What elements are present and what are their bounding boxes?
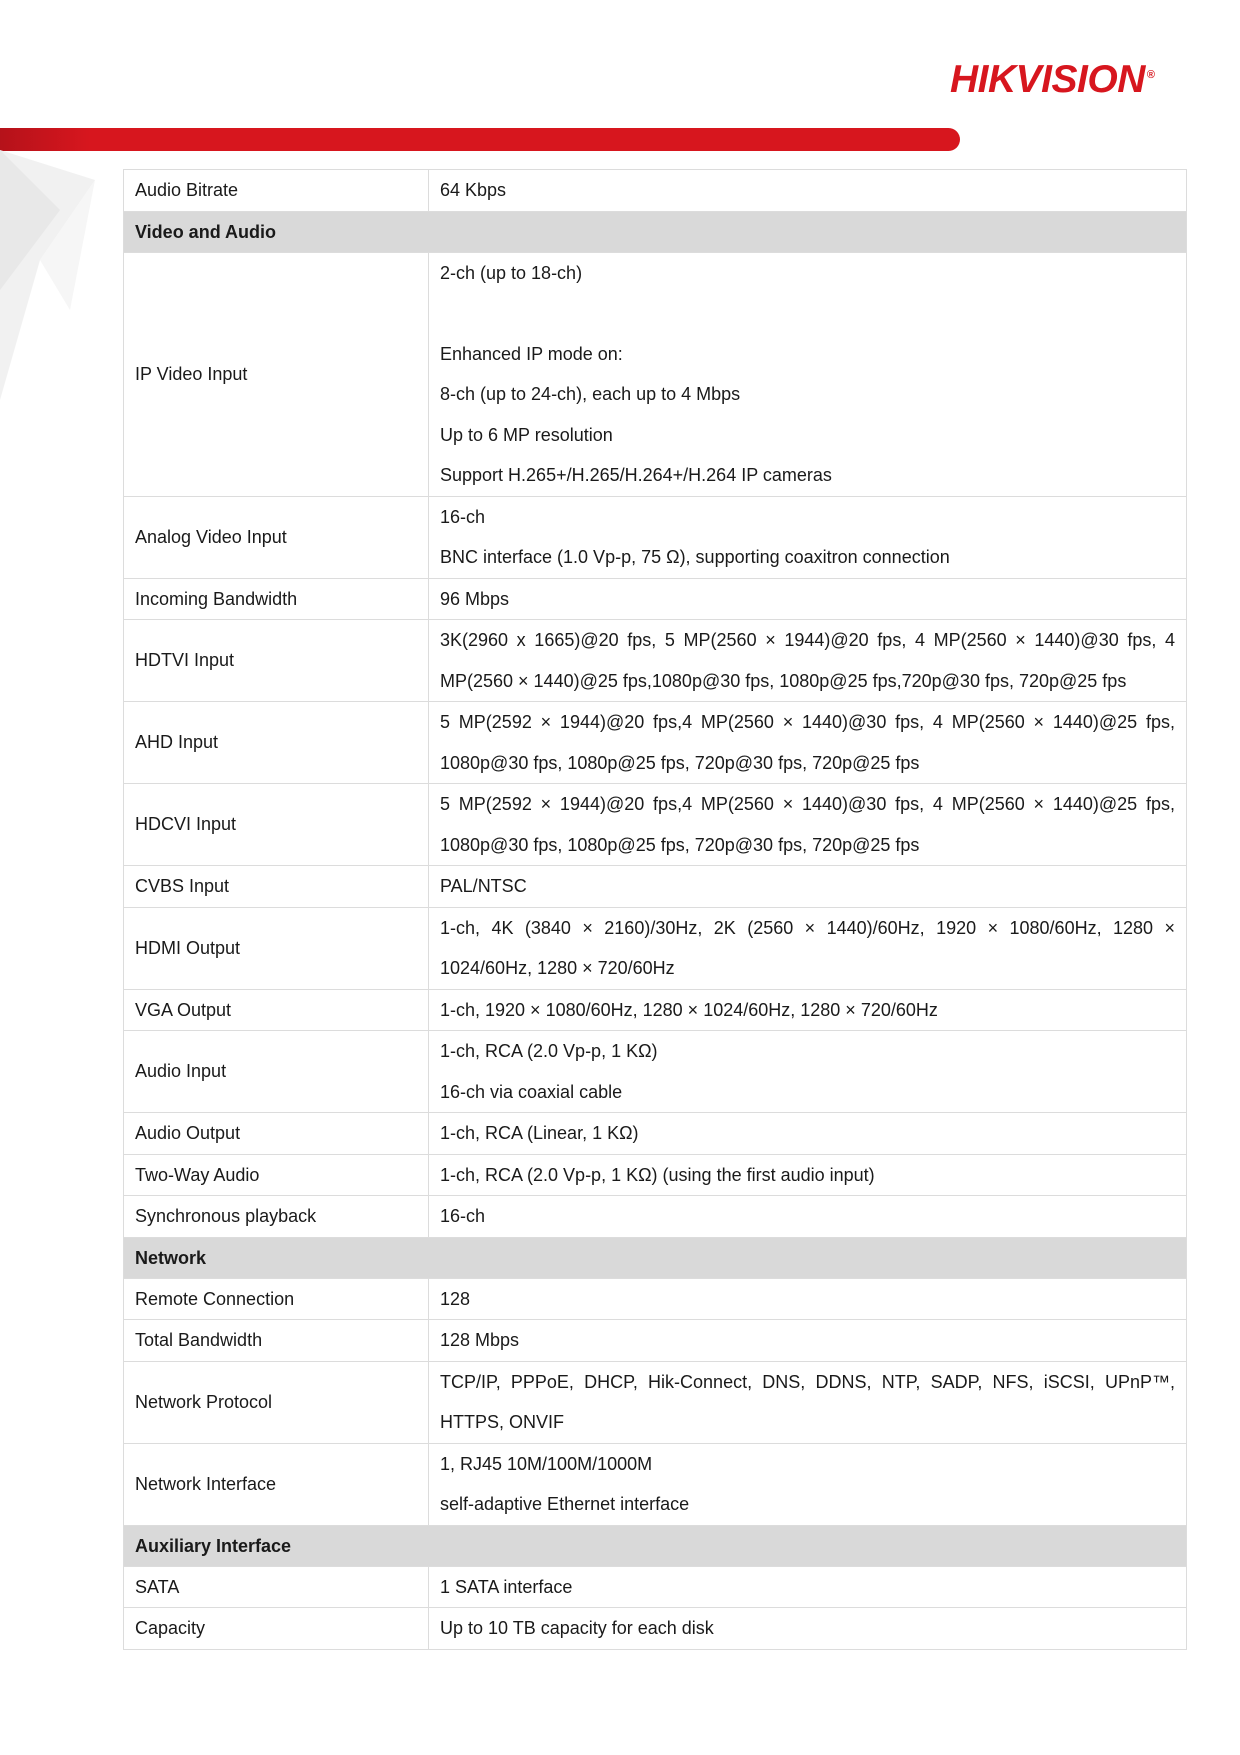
table-row (124, 170, 1187, 212)
table-row (124, 496, 1187, 578)
table-row (124, 702, 1187, 784)
row-label: SATA (124, 1566, 429, 1608)
row-value: 128 (429, 1278, 1187, 1320)
row-label: Network Protocol (124, 1361, 429, 1443)
table-row (124, 1608, 1187, 1650)
table-row (124, 1113, 1187, 1155)
table-row (124, 784, 1187, 866)
row-label: IP Video Input (124, 252, 429, 496)
value-line: 16-ch via coaxial cable (440, 1081, 623, 1102)
table-row (124, 578, 1187, 620)
row-label: CVBS Input (124, 866, 429, 908)
row-label: Remote Connection (124, 1278, 429, 1320)
table-row (124, 1031, 1187, 1113)
row-value: 96 Mbps (429, 578, 1187, 620)
row-value: 5 MP(2592 × 1944)@20 fps,4 MP(2560 × 1440)@30 fps, 4 MP(2560 × 1440)@25 fps, 1080p@30 fps, 1080p@25 fps, 720p@30 fps, 720p@25 fps (429, 784, 1187, 866)
table-row (124, 1278, 1187, 1320)
table-row (124, 1154, 1187, 1196)
row-label: VGA Output (124, 989, 429, 1031)
value-line: 1-ch, RCA (2.0 Vp-p, 1 KΩ) (440, 1041, 658, 1061)
table-row (124, 252, 1187, 496)
table-row (124, 1566, 1187, 1608)
row-label: Two-Way Audio (124, 1154, 429, 1196)
table-row (124, 1361, 1187, 1443)
watermark-shape-icon (0, 150, 95, 400)
table-row (124, 1443, 1187, 1525)
value-line: 16-ch (440, 506, 486, 527)
row-label: AHD Input (124, 702, 429, 784)
table-row (124, 907, 1187, 989)
section-header-row (124, 211, 1187, 252)
value-line: self-adaptive Ethernet interface (440, 1494, 690, 1514)
value-line: 8-ch (up to 24-ch), each up to 4 Mbps (440, 384, 741, 404)
row-value (429, 1031, 1187, 1113)
row-value: 5 MP(2592 × 1944)@20 fps,4 MP(2560 × 1440)@30 fps, 4 MP(2560 × 1440)@25 fps, 1080p@30 fps, 1080p@25 fps, 720p@30 fps, 720p@25 fps (429, 702, 1187, 784)
row-value: Up to 10 TB capacity for each disk (429, 1608, 1187, 1650)
row-value: 1-ch, 4K (3840 × 2160)/30Hz, 2K (2560 × 1440)/60Hz, 1920 × 1080/60Hz, 1280 × 1024/60Hz, 1280 × 720/60Hz (429, 907, 1187, 989)
row-label: Capacity (124, 1608, 429, 1650)
row-label: HDMI Output (124, 907, 429, 989)
row-value (429, 252, 1187, 496)
section-title: Network (124, 1237, 1187, 1278)
value-line: Up to 6 MP resolution (440, 424, 613, 445)
value-line: Enhanced IP mode on: (440, 343, 623, 364)
table-row (124, 620, 1187, 702)
header-red-bar-shade (0, 128, 90, 151)
row-label: HDTVI Input (124, 620, 429, 702)
row-value: 128 Mbps (429, 1320, 1187, 1362)
row-value: 1 SATA interface (429, 1566, 1187, 1608)
blank-line (440, 293, 1175, 334)
section-title: Auxiliary Interface (124, 1525, 1187, 1566)
row-label: Incoming Bandwidth (124, 578, 429, 620)
table-row (124, 1320, 1187, 1362)
row-label: Total Bandwidth (124, 1320, 429, 1362)
row-value: 16-ch (429, 1196, 1187, 1238)
section-header-row (124, 1525, 1187, 1566)
row-label: Analog Video Input (124, 496, 429, 578)
row-value: 1-ch, RCA (Linear, 1 KΩ) (429, 1113, 1187, 1155)
row-label: Audio Output (124, 1113, 429, 1155)
table-row (124, 866, 1187, 908)
row-label: HDCVI Input (124, 784, 429, 866)
row-label: Audio Input (124, 1031, 429, 1113)
row-value (429, 496, 1187, 578)
row-value (429, 1443, 1187, 1525)
section-header-row (124, 1237, 1187, 1278)
spec-table (123, 169, 1187, 1650)
value-line: BNC interface (1.0 Vp-p, 75 Ω), supporting coaxitron connection (440, 547, 950, 567)
header-red-bar (0, 128, 960, 151)
row-label: Audio Bitrate (124, 170, 429, 212)
row-value: TCP/IP, PPPoE, DHCP, Hik-Connect, DNS, DDNS, NTP, SADP, NFS, iSCSI, UPnP™, HTTPS, ONVIF (429, 1361, 1187, 1443)
hikvision-logo: HIKVISION ® (950, 58, 1155, 101)
row-label: Network Interface (124, 1443, 429, 1525)
row-value: 3K(2960 x 1665)@20 fps, 5 MP(2560 × 1944)@20 fps, 4 MP(2560 × 1440)@30 fps, 4 MP(2560 × 1440)@25 fps,1080p@30 fps, 1080p@25 fps,720p@30 fps, 720p@25 fps (429, 620, 1187, 702)
table-row (124, 1196, 1187, 1238)
row-value: 1-ch, RCA (2.0 Vp-p, 1 KΩ) (using the first audio input) (429, 1154, 1187, 1196)
row-value: 1-ch, 1920 × 1080/60Hz, 1280 × 1024/60Hz, 1280 × 720/60Hz (429, 989, 1187, 1031)
table-row (124, 989, 1187, 1031)
value-line: 2-ch (up to 18-ch) (440, 262, 583, 283)
row-value: PAL/NTSC (429, 866, 1187, 908)
row-value: 64 Kbps (429, 170, 1187, 212)
value-line: 1, RJ45 10M/100M/1000M (440, 1453, 653, 1474)
value-line: Support H.265+/H.265/H.264+/H.264 IP cameras (440, 465, 832, 485)
row-label: Synchronous playback (124, 1196, 429, 1238)
section-title: Video and Audio (124, 211, 1187, 252)
